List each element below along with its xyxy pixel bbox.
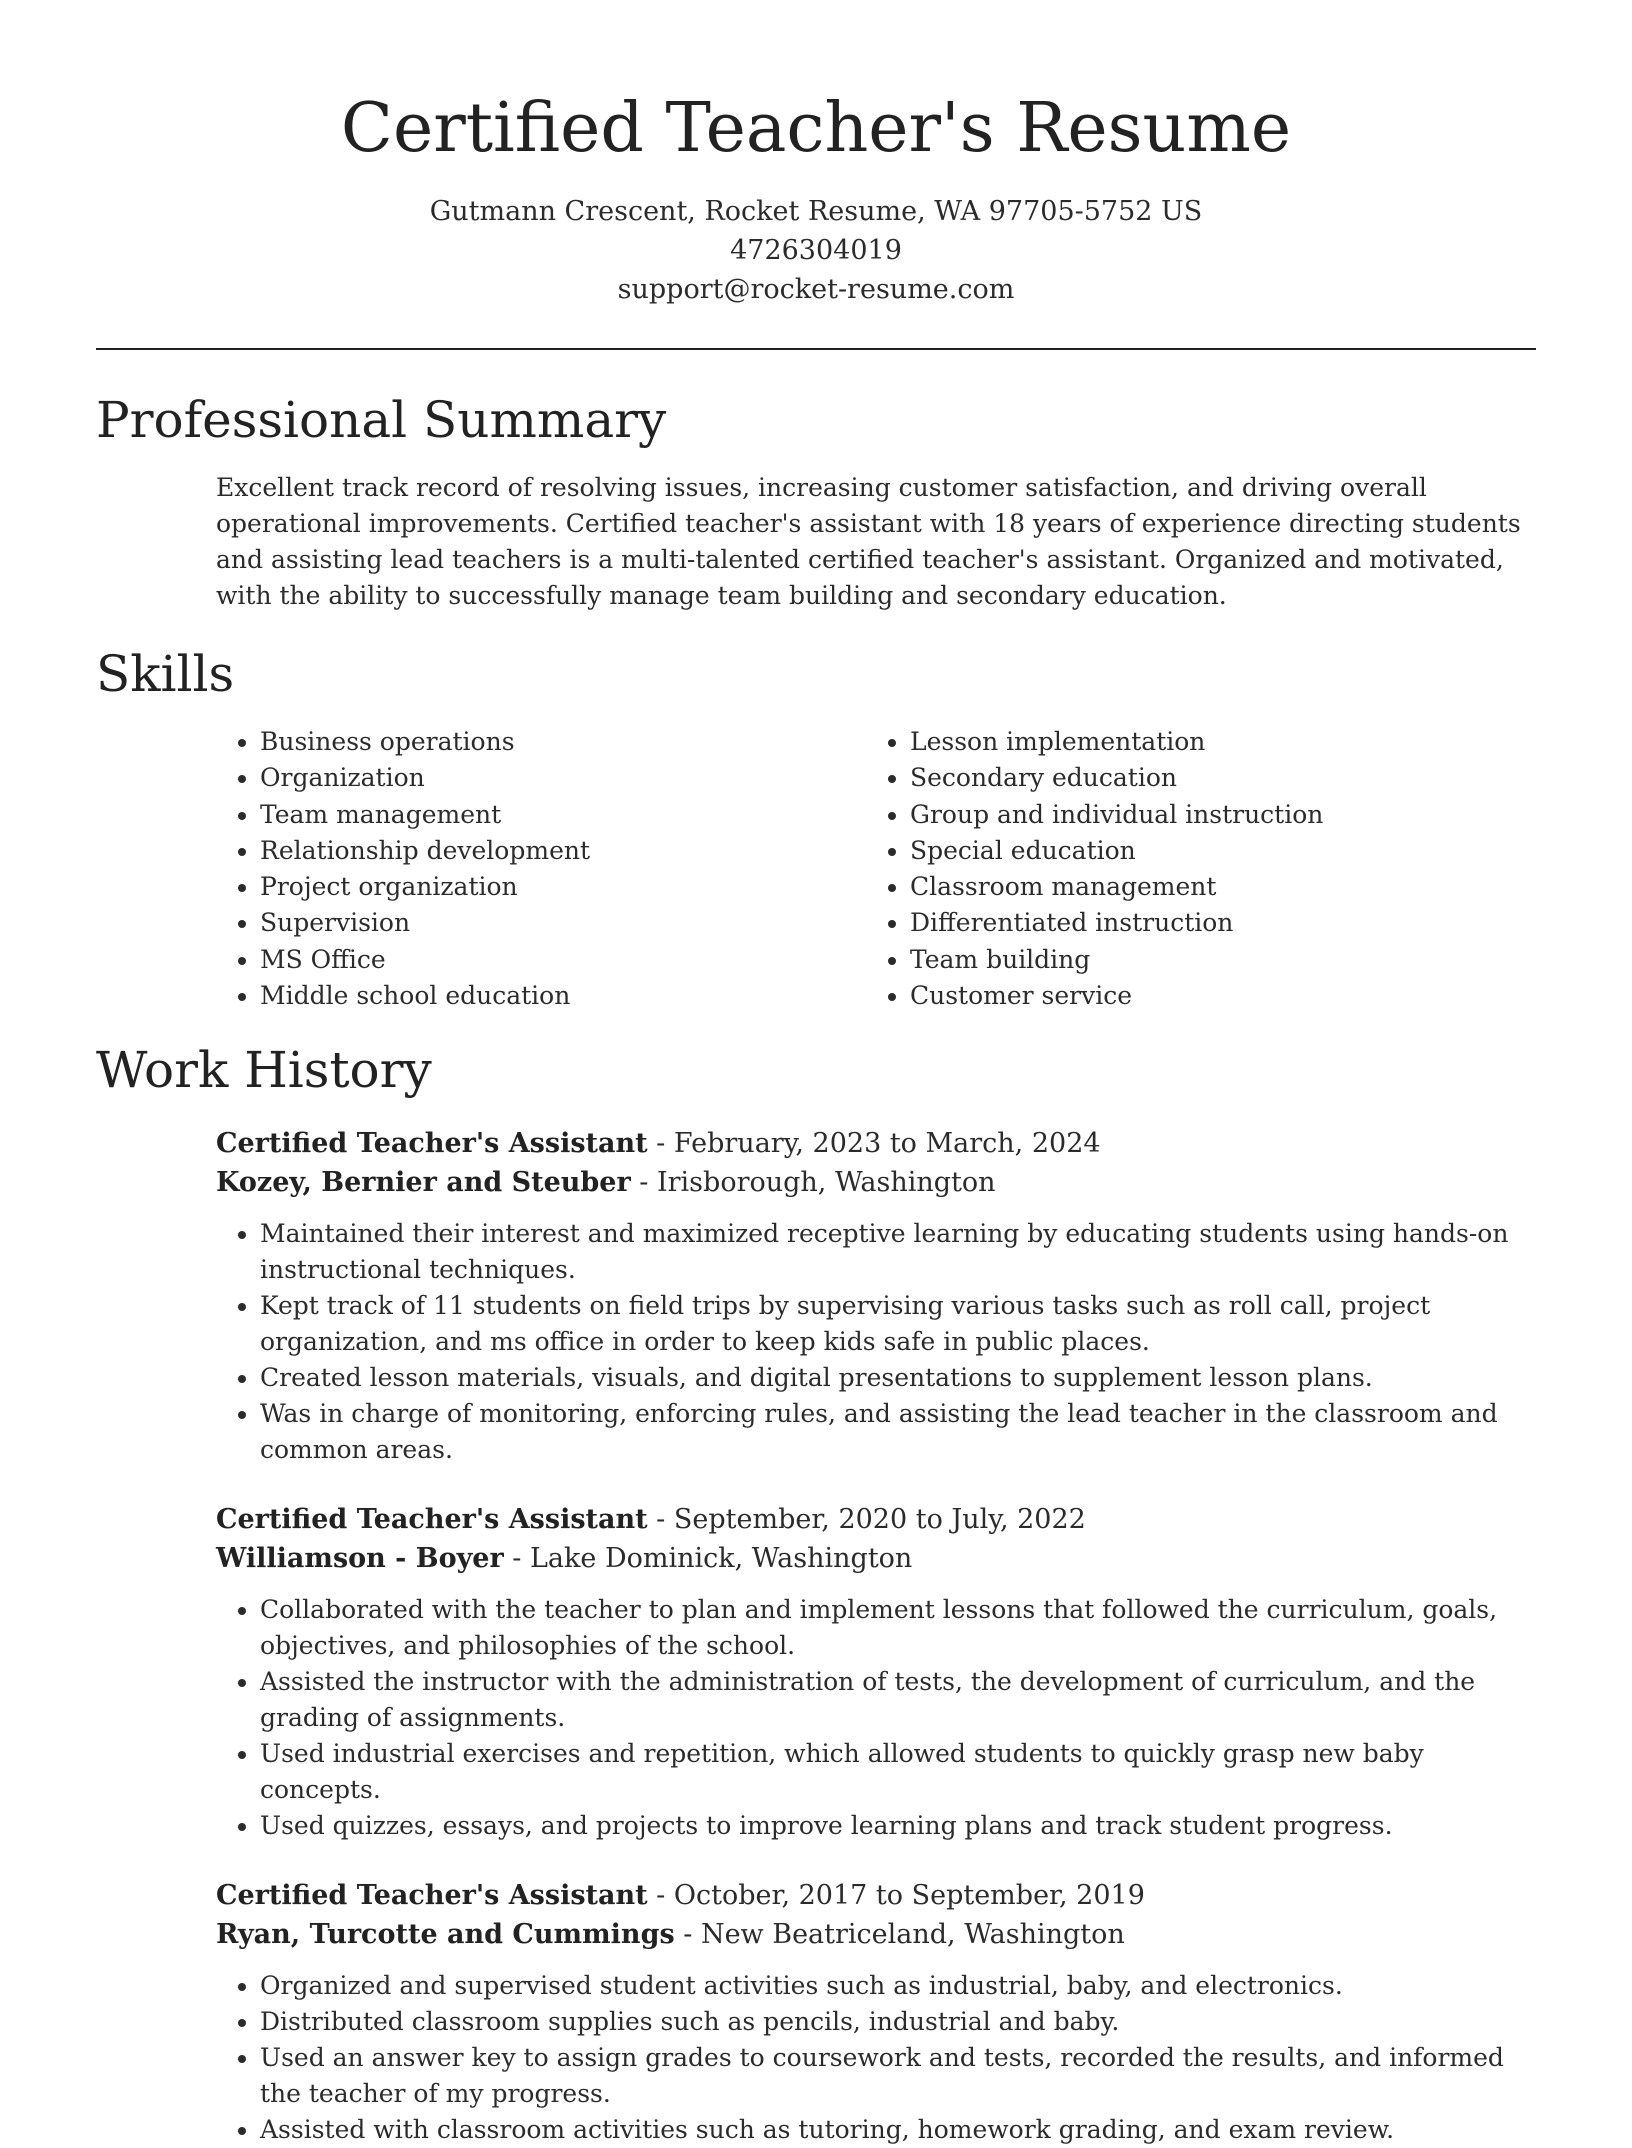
- job-bullets: [216, 1592, 1536, 1844]
- skill-item: • Secondary education: [910, 760, 1510, 796]
- skill-item: • Lesson implementation: [910, 724, 1510, 760]
- contact-phone: 4726304019: [730, 235, 902, 266]
- skill-item: • MS Office: [260, 942, 746, 978]
- job-title: Certified Teacher's Assistant: [216, 1504, 648, 1536]
- job-bullet: • Assisted the instructor with the administration of tests, the development of curriculum, and the grading of assignments.: [260, 1664, 1536, 1736]
- job-title: Certified Teacher's Assistant: [216, 1128, 648, 1160]
- skill-item: • Team management: [260, 797, 746, 833]
- skills-list: [96, 724, 1536, 1014]
- job-title-line: [216, 1500, 1536, 1539]
- skill-item: • Organization: [260, 760, 746, 796]
- job-entry: [216, 1500, 1536, 1844]
- resume-page: [96, 0, 1536, 2148]
- job-location: - New Beatriceland, Washington: [674, 1919, 1125, 1951]
- job-company: Kozey, Bernier and Steuber: [216, 1167, 631, 1199]
- contact-info: [96, 192, 1536, 309]
- skill-item: • Team building: [910, 942, 1510, 978]
- job-bullets: [216, 1968, 1536, 2148]
- job-dates: - September, 2020 to July, 2022: [647, 1504, 1086, 1536]
- work-history-heading: Work History: [96, 1041, 432, 1100]
- skill-item: • Middle school education: [260, 978, 746, 1014]
- job-bullet: • Created lesson materials, visuals, and digital presentations to supplement lesson plans.: [260, 1360, 1536, 1396]
- skill-item: • Project organization: [260, 869, 746, 905]
- skills-heading: Skills: [96, 645, 235, 703]
- job-bullets: [216, 1216, 1536, 1468]
- resume-title: Certified Teacher's Resume: [340, 89, 1292, 168]
- resume-header: [96, 0, 1536, 309]
- summary-text: Excellent track record of resolving issues, increasing customer satisfaction, and driving overall operational improvements. Certified teacher's assistant with 18 years of experience directing students and assisting lead teachers is a multi-talented certified teacher's assistant. Organized and motivated, with the ability to successfully manage team building and secondary education.: [216, 473, 1521, 610]
- job-title-line: [216, 1124, 1536, 1163]
- skill-item: • Relationship development: [260, 833, 746, 869]
- job-dates: - February, 2023 to March, 2024: [647, 1128, 1101, 1160]
- job-company-line: [216, 1539, 1536, 1578]
- skill-item: • Classroom management: [910, 869, 1510, 905]
- job-bullet: • Used quizzes, essays, and projects to improve learning plans and track student progress.: [260, 1808, 1536, 1844]
- job-location: - Irisborough, Washington: [630, 1167, 996, 1199]
- summary-heading: Professional Summary: [96, 391, 667, 449]
- skill-item: • Group and individual instruction: [910, 797, 1510, 833]
- job-title: Certified Teacher's Assistant: [216, 1880, 648, 1912]
- contact-email: support@rocket-resume.com: [617, 274, 1015, 305]
- job-company-line: [216, 1915, 1536, 1954]
- skill-item: • Supervision: [260, 905, 746, 941]
- skill-item: • Business operations: [260, 724, 746, 760]
- job-bullet: • Used industrial exercises and repetition, which allowed students to quickly grasp new baby concepts.: [260, 1736, 1536, 1808]
- job-title-line: [216, 1876, 1536, 1915]
- skill-item: • Customer service: [910, 978, 1510, 1014]
- job-location: - Lake Dominick, Washington: [503, 1543, 913, 1575]
- job-bullet: • Assisted with classroom activities such as tutoring, homework grading, and exam review.: [260, 2112, 1536, 2148]
- job-bullet: • Used an answer key to assign grades to coursework and tests, recorded the results, and informed the teacher of my progress.: [260, 2040, 1536, 2112]
- job-bullet: • Organized and supervised student activities such as industrial, baby, and electronics.: [260, 1968, 1536, 2004]
- job-bullet: • Distributed classroom supplies such as pencils, industrial and baby.: [260, 2004, 1536, 2040]
- job-company-line: [216, 1163, 1536, 1202]
- skill-item: • Differentiated instruction: [910, 905, 1510, 941]
- job-bullet: • Maintained their interest and maximized receptive learning by educating students using hands-on instructional techniques.: [260, 1216, 1536, 1288]
- skills-column-left: [96, 724, 746, 1014]
- job-bullet: • Was in charge of monitoring, enforcing rules, and assisting the lead teacher in the classroom and common areas.: [260, 1396, 1536, 1468]
- job-entry: [216, 1124, 1536, 1468]
- job-entry: [216, 1876, 1536, 2148]
- job-company: Williamson - Boyer: [216, 1543, 504, 1575]
- skills-column-right: [746, 724, 1510, 1014]
- skill-item: • Special education: [910, 833, 1510, 869]
- job-dates: - October, 2017 to September, 2019: [647, 1880, 1145, 1912]
- header-divider: [96, 348, 1536, 350]
- job-company: Ryan, Turcotte and Cummings: [216, 1919, 675, 1951]
- contact-address: Gutmann Crescent, Rocket Resume, WA 97705-5752 US: [429, 196, 1203, 227]
- job-bullet: • Kept track of 11 students on field trips by supervising various tasks such as roll call, project organization, and ms office in order to keep kids safe in public places.: [260, 1288, 1536, 1360]
- job-bullet: • Collaborated with the teacher to plan and implement lessons that followed the curriculum, goals, objectives, and philosophies of the school.: [260, 1592, 1536, 1664]
